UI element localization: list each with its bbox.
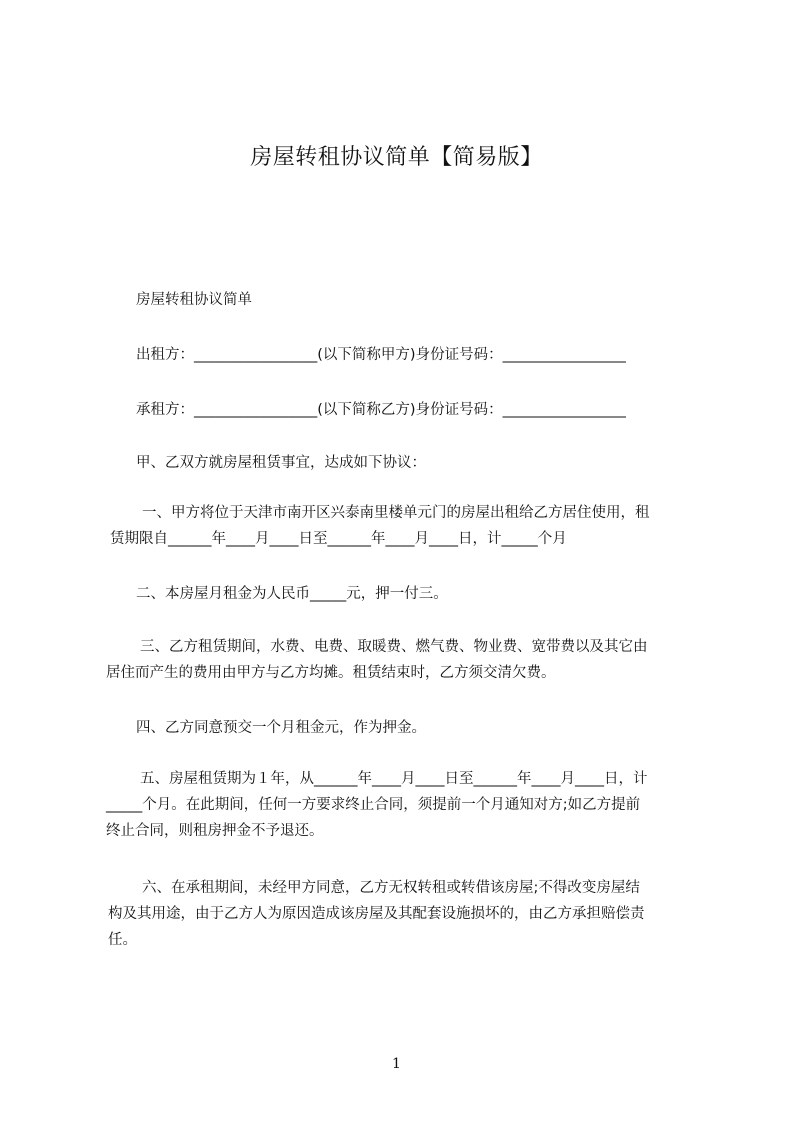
clause-6-line-2: 构及其用途，由于乙方人为原因造成该房屋及其配套设施损坏的，由乙方承担赔偿责	[108, 906, 645, 922]
clause-5-line-3: 终止合同，则租房押金不予退还。	[106, 823, 324, 839]
clause-3	[104, 634, 702, 686]
clause-5-line-2: _____个月。在此期间，任何一方要求终止合同，须提前一个月通知对方;如乙方提前	[106, 797, 641, 813]
clause-1	[104, 500, 702, 552]
clause-1-line-1: 一、甲方将位于天津市南开区兴泰南里楼单元门的房屋出租给乙方居住使用，租	[142, 505, 650, 521]
clause-5	[104, 766, 702, 844]
intro-line: 甲、乙双方就房屋租赁事宜，达成如下协议：	[136, 455, 426, 471]
clause-3-line-1: 三、乙方租赁期间，水费、电费、取暖费、燃气费、物业费、宽带费以及其它由	[140, 639, 648, 655]
clause-5-line-1: 五、房屋租赁期为１年，从______年____月____日至______年____月____日，计	[140, 771, 648, 787]
clause-2: 二、本房屋月租金为人民币_____元，押一付三。	[136, 586, 448, 602]
clause-6	[104, 875, 702, 953]
clause-3-line-2: 居住而产生的费用由甲方与乙方均摊。租赁结束时，乙方须交清欠费。	[106, 665, 556, 681]
document-subtitle: 房屋转租协议简单	[136, 292, 252, 308]
clause-6-line-1: 六、在承租期间，未经甲方同意，乙方无权转租或转借该房屋;不得改变房屋结	[142, 880, 640, 896]
clause-1-line-2: 赁期限自______年____月____日至______年____月____日，计_____个月	[110, 531, 567, 547]
clause-4: 四、乙方同意预交一个月租金元，作为押金。	[136, 720, 426, 736]
document-title: 房屋转租协议简单【简易版】	[250, 145, 543, 170]
lessor-line: 出租方：_________________(以下简称甲方)身份证号码：_________________	[136, 347, 626, 363]
page-number: 1	[392, 1056, 401, 1072]
clause-6-line-3: 任。	[108, 932, 137, 948]
lessee-line: 承租方：_________________(以下简称乙方)身份证号码：_________________	[136, 402, 626, 418]
